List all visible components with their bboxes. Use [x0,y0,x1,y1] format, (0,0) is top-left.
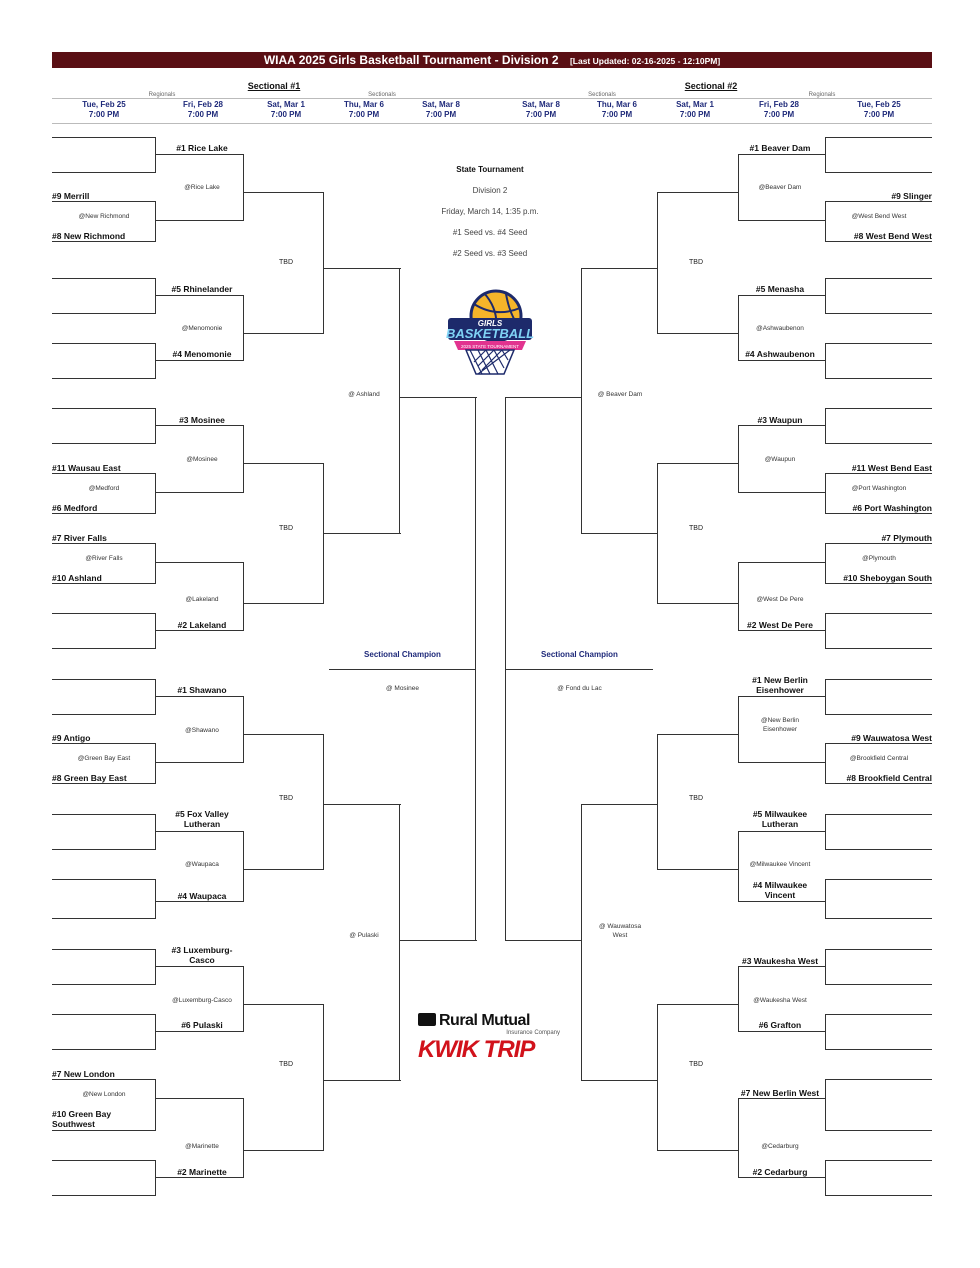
date-col: Thu, Mar 6 7:00 PM [596,100,637,119]
state-game-1: #1 Seed vs. #4 Seed [452,228,528,237]
team-slot: #11 West Bend East [851,463,932,473]
state-game-2: #2 Seed vs. #3 Seed [452,249,528,258]
game-site: @Marinette [185,1143,219,1150]
game-site: @Green Bay East [77,755,131,762]
team-slot: #9 Wauwatosa West [851,733,932,743]
header-rule-bottom [52,123,932,124]
team-slot: #10 Sheboygan South [843,573,932,583]
team-slot: #8 West Bend West [853,231,932,241]
team-slot: #1 Rice Lake [176,143,228,153]
tbd-label: TBD [689,525,703,532]
game-site: @New Berlin Eisenhower [760,717,800,733]
team-slot: #6 Grafton [758,1020,802,1030]
tbd-label: TBD [689,1061,703,1068]
game-site: @New London [82,1091,126,1098]
team-slot: #7 Plymouth [881,533,932,543]
title-bar [52,52,932,68]
game-site: @Beaver Dam [758,184,802,191]
sectional-champion-label: Sectional Champion [541,650,618,659]
girls-basketball-logo [444,288,536,378]
team-slot: #3 Mosinee [179,415,225,425]
team-slot: #4 Waupaca [177,891,227,901]
team-slot: #5 Milwaukee Lutheran [752,809,808,829]
date-col: Tue, Feb 25 7:00 PM [857,100,901,119]
sectional-2-title: Sectional #2 [684,81,738,91]
game-site: @Medford [88,485,120,492]
team-slot: #2 Cedarburg [752,1167,808,1177]
rural-mutual-icon [418,1013,436,1026]
team-slot: #5 Fox Valley Lutheran [175,809,229,829]
date-col: Fri, Feb 28 7:00 PM [758,100,799,119]
team-slot: #3 Luxemburg- Casco [171,945,233,965]
date-col: Sat, Mar 8 7:00 PM [422,100,460,119]
game-site: @ Pulaski [349,932,379,939]
game-site: @ Ashland [348,391,380,398]
team-slot: #1 New Berlin Eisenhower [752,675,808,695]
svg-text:BASKETBALL: BASKETBALL [445,326,535,341]
team-slot: #2 Marinette [177,1167,227,1177]
date-col: Tue, Feb 25 7:00 PM [82,100,126,119]
sponsor-logos [418,1012,568,1063]
page-title: WIAA 2025 Girls Basketball Tournament - Division 2 [263,53,559,67]
date-col: Sat, Mar 8 7:00 PM [522,100,560,119]
game-site: @Waupaca [185,861,219,868]
rural-mutual-logo: Rural Mutual [418,1012,568,1030]
sectionals-label-1: Sectionals [368,92,396,98]
sectionals-label-2: Sectionals [588,92,616,98]
regionals-label-2: Regionals [808,92,836,98]
tbd-label: TBD [279,795,293,802]
state-tournament-title: State Tournament [456,165,524,174]
last-updated: [Last Updated: 02-16-2025 - 12:10PM] [569,56,721,66]
team-slot: #7 River Falls [52,533,107,543]
state-division: Division 2 [472,186,508,195]
team-slot: #4 Milwaukee Vincent [752,880,808,900]
date-col: Sat, Mar 1 7:00 PM [267,100,305,119]
team-slot: #10 Green Bay Southwest [52,1109,112,1129]
game-site: @Menomonie [181,325,223,332]
game-site: @Mosinee [186,456,218,463]
sectional-1-title: Sectional #1 [247,81,301,91]
game-site: @Milwaukee Vincent [749,861,811,868]
game-site: @ Mosinee [386,685,419,692]
regionals-label-1: Regionals [148,92,176,98]
team-slot: #8 New Richmond [52,231,126,241]
team-slot: #9 Slinger [891,191,932,201]
game-site: @Luxemburg-Casco [172,997,232,1004]
team-slot: #3 Waukesha West [741,956,819,966]
tbd-label: TBD [689,795,703,802]
rural-mutual-subtitle: Insurance Company [506,1030,560,1036]
game-site: @Waukesha West [753,997,807,1004]
team-slot: #4 Menomonie [172,349,232,359]
team-slot: #7 New London [52,1069,115,1079]
team-slot: #8 Green Bay East [52,773,127,783]
game-site: @West De Pere [756,596,804,603]
tbd-label: TBD [279,1061,293,1068]
game-site: @Waupun [764,456,796,463]
team-slot: #5 Menasha [755,284,805,294]
team-slot: #3 Waupun [757,415,803,425]
game-site: @West Bend West [851,213,907,220]
game-site: @Port Washington [851,485,907,492]
game-site: @Rice Lake [184,184,220,191]
date-col: Sat, Mar 1 7:00 PM [676,100,714,119]
tbd-label: TBD [279,525,293,532]
game-site: @Shawano [185,727,219,734]
kwik-trip-logo: KWIK TRIP [418,1036,535,1063]
team-slot: #7 New Berlin West [740,1088,820,1098]
sectional-champion-label: Sectional Champion [364,650,441,659]
team-slot: #4 Ashwaubenon [745,349,815,359]
team-slot: #2 West De Pere [747,620,813,630]
game-site: @New Richmond [78,213,130,220]
team-slot: #2 Lakeland [177,620,227,630]
team-slot: #11 Wausau East [52,463,121,473]
team-slot: #6 Pulaski [181,1020,223,1030]
team-slot: #6 Medford [52,503,98,513]
date-col: Thu, Mar 6 7:00 PM [343,100,384,119]
game-site: @Ashwaubenon [756,325,804,332]
date-col: Fri, Feb 28 7:00 PM [182,100,223,119]
game-site: @Plymouth [862,555,896,562]
team-slot: #5 Rhinelander [171,284,233,294]
state-date: Friday, March 14, 1:35 p.m. [441,207,539,216]
team-slot: #1 Shawano [177,685,227,695]
basketball-icon [444,288,536,378]
game-site: @ Fond du Lac [557,685,602,692]
game-site: @Cedarburg [761,1143,799,1150]
team-slot: #10 Ashland [52,573,102,583]
tbd-label: TBD [279,259,293,266]
svg-text:2025 STATE TOURNAMENT: 2025 STATE TOURNAMENT [461,344,519,349]
tbd-label: TBD [689,259,703,266]
team-slot: #9 Merrill [52,191,90,201]
svg-text:GIRLS: GIRLS [477,319,503,328]
team-slot: #9 Antigo [52,733,91,743]
game-site: @Brookfield Central [849,755,909,762]
game-site: @ Beaver Dam [597,391,643,398]
team-slot: #6 Port Washington [852,503,932,513]
game-site: @Lakeland [185,596,219,603]
team-slot: #8 Brookfield Central [846,773,932,783]
game-site: @River Falls [85,555,123,562]
team-slot: #1 Beaver Dam [749,143,811,153]
game-site: @ Wauwatosa West [598,923,642,939]
header-rule [52,98,932,99]
